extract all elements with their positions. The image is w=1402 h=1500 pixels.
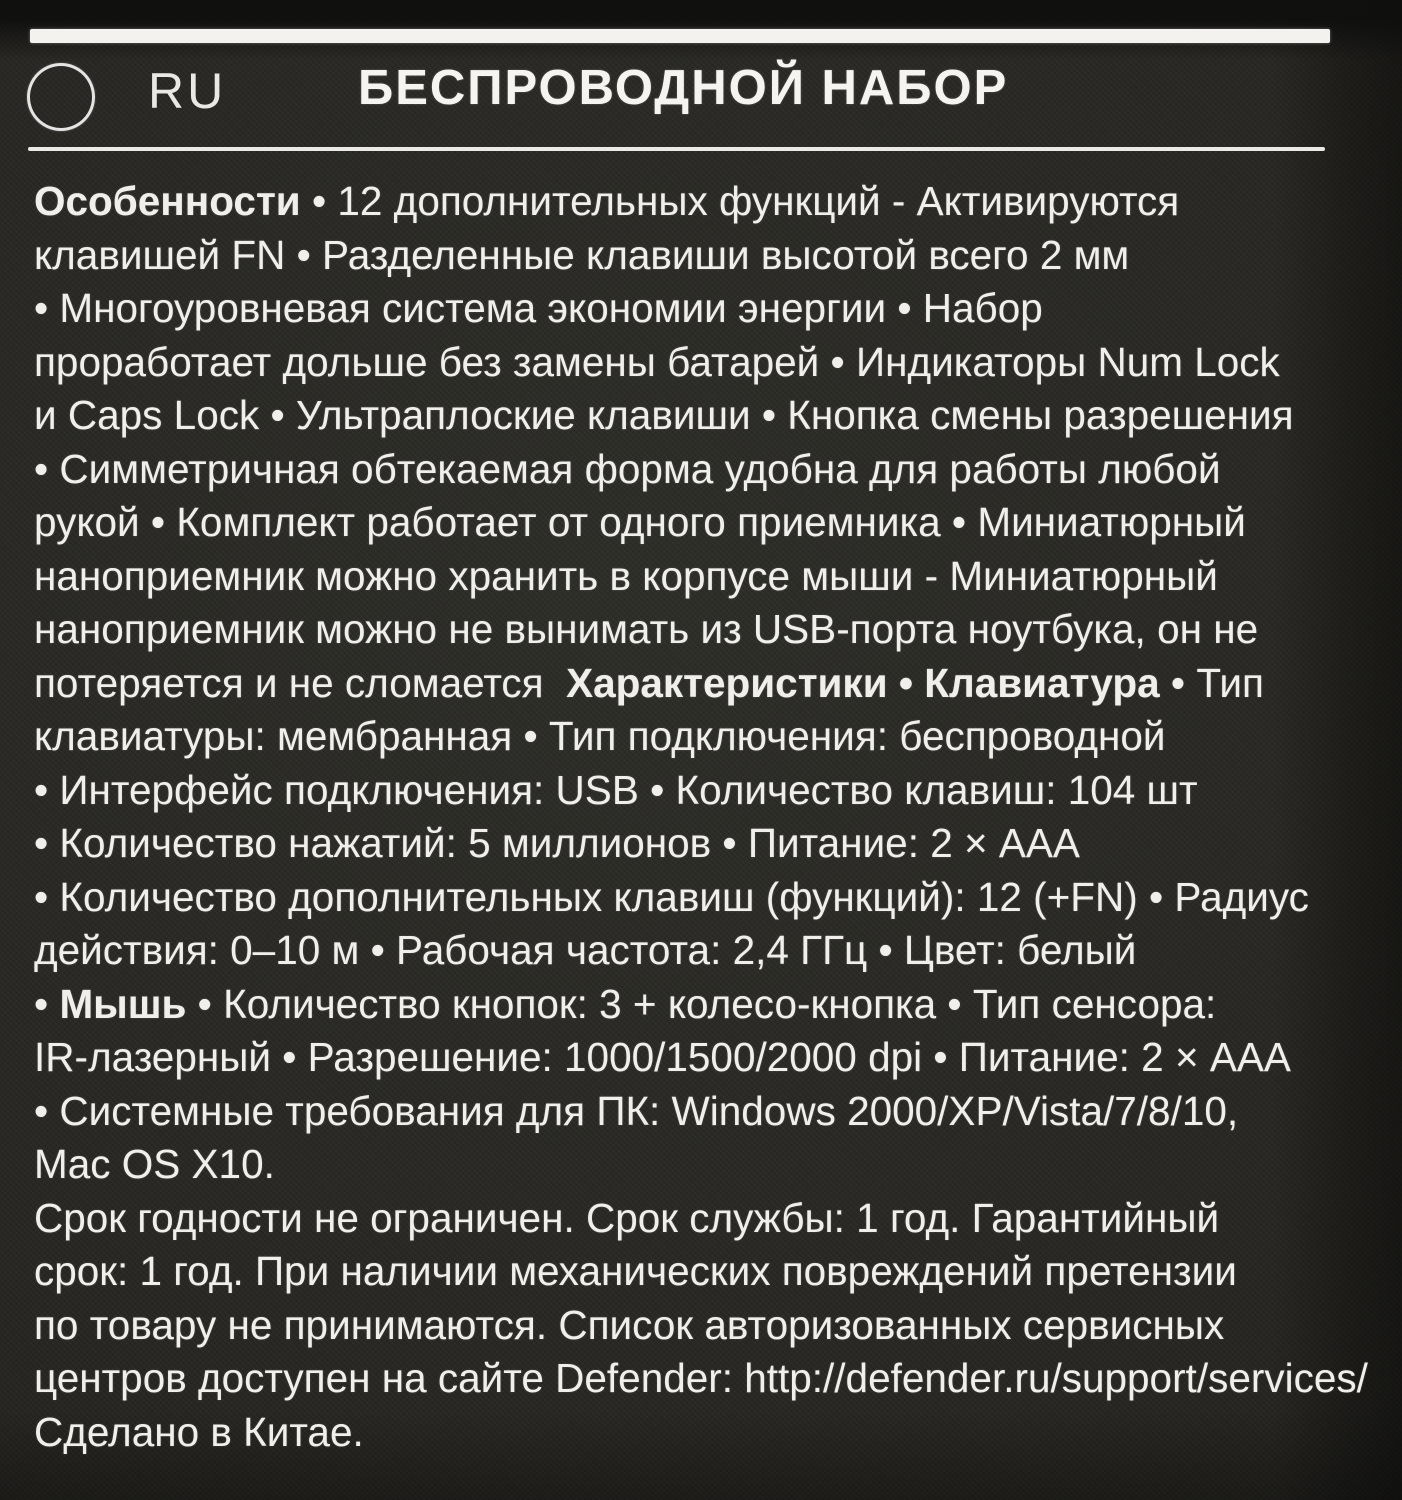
product-description-text bbox=[34, 175, 1374, 1459]
text-line: потеряется и не сломается Характеристики • Клавиатура • Тип bbox=[34, 659, 1264, 706]
text-line: • Системные требования для ПК: Windows 2000/XP/Vista/7/8/10, bbox=[34, 1087, 1239, 1134]
text-line: и Caps Lock • Ультраплоские клавиши • Кнопка смены разрешения bbox=[34, 392, 1294, 438]
language-code-label: RU bbox=[148, 63, 227, 119]
text-line: Сделано в Китае. bbox=[34, 1408, 364, 1455]
text-line: IR-лазерный • Разрешение: 1000/1500/2000 dpi • Питание: 2 × AAA bbox=[34, 1034, 1291, 1080]
panel-title: БЕСПРОВОДНОЙ НАБОР bbox=[358, 61, 1009, 115]
text-line: Срок годности не ограничен. Срок службы: 1 год. Гарантийный bbox=[34, 1194, 1220, 1241]
text-line: клавиатуры: мембранная • Тип подключения: беспроводной bbox=[34, 713, 1166, 759]
text-line: по товару не принимаются. Список авторизованных сервисных bbox=[34, 1301, 1225, 1348]
text-line: наноприемник можно не вынимать из USB-порта ноутбука, он не bbox=[34, 606, 1259, 652]
text-line: • Количество нажатий: 5 миллионов • Питание: 2 × AAA bbox=[34, 820, 1080, 866]
text-line: проработает дольше без замены батарей • Индикаторы Num Lock bbox=[34, 338, 1280, 385]
top-divider-bar bbox=[30, 29, 1330, 43]
text-line: Mac OS X10. bbox=[34, 1141, 275, 1187]
text-line: • Интерфейс подключения: USB • Количество клавиш: 104 шт bbox=[34, 766, 1198, 813]
text-line: • Количество дополнительных клавиш (функций): 12 (+FN) • Радиус bbox=[34, 873, 1309, 920]
text-line: • Симметричная обтекаемая форма удобна для работы любой bbox=[34, 445, 1221, 492]
text-line: • Мышь • Количество кнопок: 3 + колесо-кнопка • Тип сенсора: bbox=[34, 980, 1217, 1027]
russian-flag-icon bbox=[27, 63, 95, 131]
text-line: наноприемник можно хранить в корпусе мыши - Миниатюрный bbox=[34, 552, 1218, 599]
text-line: клавишей FN • Разделенные клавиши высотой всего 2 мм bbox=[34, 231, 1130, 278]
text-line: Особенности • 12 дополнительных функций - Активируются bbox=[34, 178, 1180, 224]
text-line: действия: 0–10 м • Рабочая частота: 2,4 ГГц • Цвет: белый bbox=[34, 927, 1137, 973]
text-line: рукой • Комплект работает от одного приемника • Миниатюрный bbox=[34, 499, 1246, 545]
text-line: • Многоуровневая система экономии энергии • Набор bbox=[34, 285, 1043, 331]
header-divider-line bbox=[28, 147, 1325, 151]
text-line: срок: 1 год. При наличии механических повреждений претензии bbox=[34, 1248, 1237, 1294]
text-line: центров доступен на сайте Defender: http://defender.ru/support/services/ bbox=[34, 1355, 1368, 1401]
